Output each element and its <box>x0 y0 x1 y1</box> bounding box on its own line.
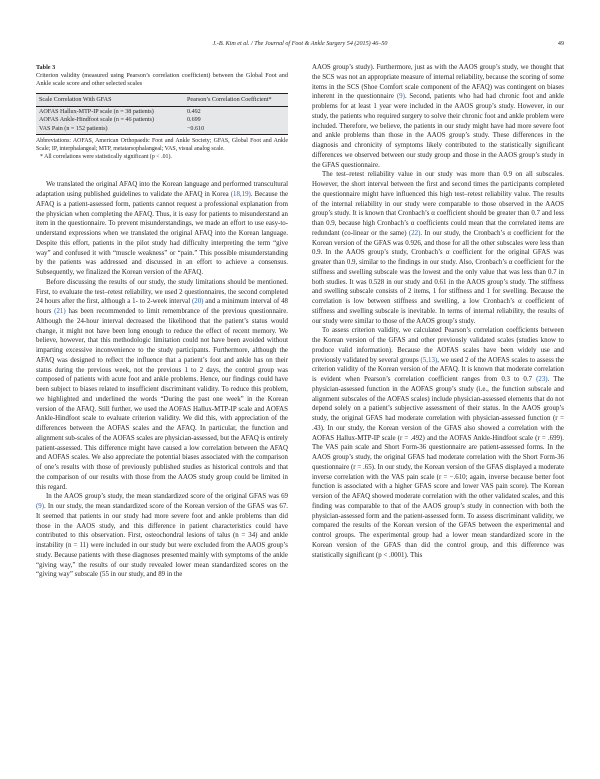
paragraph-text: . Because the AFAQ is a patient-assessed form, patients cannot request a professional explanation from the physician when completing the AFAQ. Thus, it is easy for patients to misunderstand an item in the questionnaire. To prevent misunderstandings, we made an effort to use easy-to-understand expressions when we translated the original AFAQ into the Korean language. Despite this effort, patients in the pilot study had difficulty interpreting the term “give way” and confused it with “muscle weakness” or “pain.” This possible misunderstanding by the patients was addressed and discussed in an effort to achieve a consensus. Subsequently, we finalized the Korean version of the AFAQ. <box>36 191 289 277</box>
citation-link[interactable]: (21) <box>54 308 66 316</box>
citation-link[interactable]: (23) <box>536 376 548 383</box>
citation-link[interactable]: (9) <box>36 503 45 511</box>
table-label: Table 3 <box>36 64 56 71</box>
paragraph-text: To assess criterion validity, we calculated Pearson’s correlation coefficients between the Korean version of the GFAS and other previously validated scales (studies know to produce valid information). Because the AOFAS scales have been widely use and previously validated by several groups <box>312 327 564 364</box>
body-paragraph <box>36 180 288 278</box>
table-abbreviations: Abbreviations: AOFAS, American Orthopaedic Foot and Ankle Society; GFAS, Global Foot and Ankle Scale; IP, interphalangeal; MTP, metatarsophalangeal; VAS, visual analog scale. <box>36 138 288 152</box>
table-cell-scale: AOFAS Ankle-Hindfoot scale (n = 46 patients) <box>39 117 155 124</box>
paragraph-text: . The physician-assessed function in the AOFAS group’s study (i.e., the function subscale and alignment subscales of the AOFAS scales) include physician-assessed elements that do not depend solely on a patient’s subjective assessment of their status. In the AAOS group’s study, the original GFAS had moderate correlation with physician-assessed function (r = .43). In our study, the Korean version of the GFAS also showed a correlation with the AOFAS Hallux-MTP-IP scale (r = .492) and the AOFAS Ankle-Hindfoot scale (r = .699). The VAS pain scale and Short Form-36 questionnaire are patient-assessed forms. In the AAOS group’s study, the original GFAS had moderate correlation with the Short Form-36 questionnaire (r = .65). In our study, the Korean version of the GFAS displayed a moderate inverse correlation with the VAS pain scale (r = −.610; again, inverse because better foot function is associated with a higher GFAS score and lower VAS pain score). The Korean version of the AFAQ showed moderate correlation with the other validated scales, and this finding was comparable to that of the AAOS group’s study in connection with both the physician-assessed form and the patient-assessed form. To assess discriminant validity, we compared the results of the Korean version of the GFAS between the experimental and control groups. The experimental group had a lower mean standardized score in the Korean version of the GFAS than did the control group, and this difference was statistically significant (p < .0001). This <box>312 376 564 559</box>
table-cell-coefficient: −0.610 <box>184 125 288 135</box>
table-cell-scale: AOFAS Hallux-MTP-IP scale (n = 38 patients) <box>39 108 154 115</box>
left-body-text <box>36 180 288 580</box>
table-header-row <box>36 94 288 106</box>
paragraph-text: We translated the original AFAQ into the Korean language and performed transcultural adaptation using published guidelines to validate the AFAQ in Korea <box>36 181 288 199</box>
table-cell-coefficient: 0.699 <box>187 117 201 124</box>
table-row <box>36 106 288 116</box>
page-number: 49 <box>557 41 564 47</box>
citation-link[interactable]: (22) <box>408 229 421 237</box>
citation-link[interactable]: (18,19) <box>230 191 251 199</box>
table-note: * All correlations were statistically significant (p < .01). <box>40 153 172 160</box>
table-caption: Criterion validity (measured using Pearson’s correlation coefficient) between the Global Foot and Ankle scale score and other selected scales <box>36 72 288 88</box>
paragraph-text: AAOS group’s study). Furthermore, just as with the AAOS group’s study, we thought that the SCS was not an appropriate measure of internal reliability, because the scoring of some items in the SCS (Shoe Comfort scale component of the AFAQ) was contingent on biases inherent in the questionnaire <box>312 64 564 101</box>
paragraph-text: , we used 2 of the AOFAS scales to assess the criterion validity of the Korean version of the AFAQ. It is known that moderate correlation is evident when Pearson’s correlation coefficient ranges from 0.3 to 0.7 <box>312 356 564 383</box>
body-paragraph <box>36 278 288 493</box>
citation-link[interactable]: (9) <box>396 93 405 101</box>
paragraph-text: . In our study, the Cronbach’s α coefficient for the Korean version of the GFAS was 0.926, and those for all the other subscales were less than 0.9. In the AAOS group’s study, Cronbach’s α coefficient for the original GFAS was greater than 0.9, similar to the findings in our study. Also, Cronbach’s α coefficient for the stiffness and swelling subscale was the lowest and the only value that was less than 0.7 in both studies. It was 0.528 in our study and 0.61 in the AAOS group’s study. The stiffness and swelling subscale consists of 2 items, 1 for stiffness and 1 for swelling. Because the correlation is low between stiffness and swelling, a low Cronbach’s α coefficient of stiffness and swelling subscale is inevitable. In terms of internal reliability, the results of our study were similar to those of the AAOS group’s study. <box>312 229 564 325</box>
citation-link[interactable]: (5,13) <box>420 356 438 364</box>
table-cell-coefficient: 0.492 <box>187 108 201 115</box>
paragraph-text: and a minimum interval of 48 hours <box>36 298 289 316</box>
left-column <box>36 63 288 580</box>
paragraph-text: The test–retest reliability value in our study was more than 0.9 on all subscales. However, the short interval between the first and second times the participants completed the questionnaire might have influenced this high test–retest reliability value. The results of the internal reliability in our study were comparable to those observed in the AAOS group’s study. It is known that Cronbach’s α coefficient should be greater than 0.7 and less than 0.9, because high Cronbach’s α coefficients could mean that the correlated items are redundant (co-linear or the same) <box>312 171 564 237</box>
citation-link[interactable]: (20) <box>191 298 204 306</box>
body-paragraph <box>312 63 564 170</box>
paragraph-text: . In our study, the mean standardized score of the Korean version of the GFAS was 67. It seemed that patients in our study had more severe foot and ankle problems than did those in the AAOS study, and this difference in patient characteristics could have contributed to this observation. First, osteochondral lesions of talus (n = 34) and ankle instability (n = 11) were included in our study but were excluded from the AAOS group’s study. Because patients with these diagnoses presented mainly with symptoms of the ankle “giving way,” the results of our study revealed lower mean standardized scores on the “giving way” subscale (55 in our study, and 89 in the <box>36 503 288 579</box>
table-row <box>36 116 288 124</box>
table-header-scale: Scale Correlation With GFAS <box>36 94 184 106</box>
body-paragraph <box>312 170 564 326</box>
body-paragraph <box>36 492 288 580</box>
table-3 <box>36 64 288 161</box>
table-row <box>36 125 288 135</box>
running-head-text: J.-B. Kim et al. / The Journal of Foot & Ankle Surgery 54 (2015) 46–50 <box>212 41 388 47</box>
paragraph-text: In the AAOS group’s study, the mean standardized score of the original GFAS was 69 <box>46 493 288 501</box>
table-cell-scale: VAS Pain (n = 152 patients) <box>36 125 184 135</box>
right-column <box>312 63 564 560</box>
running-head <box>36 41 564 53</box>
paragraph-text: . Second, patients who had had chronic foot and ankle problems for at least 1 year were included in the AAOS group’s study. However, in our study, the patients who required surgery to solve their chronic foot and ankle problem were included. Therefore, we believe, the patients in our study might have had more severe foot and ankle problems than those in the AAOS group’s study. These differences in the diagnosis and chronicity of symptoms likely contributed to the statistically significant differences we observed between our study group and those in the AAOS group’s study in the GFAS questionnaire. <box>312 93 564 169</box>
right-body-text <box>312 63 564 560</box>
table-spacer <box>36 161 288 180</box>
table-header-coefficient: Pearson’s Correlation Coefficient* <box>184 94 288 106</box>
correlation-table <box>36 93 288 135</box>
paragraph-text: has been recommended to limit remembrance of the previous questionnaire. Although the 24-hour interval decreased the likelihood that the patient’s status would change, it might not have been long enough to reduce the effect of recent memory. We believe, however, that this methodologic limitation could not have been avoided without imparting excessive inconvenience to the study participants. Furthermore, although the AFAQ was designed to reflect the influence that a patient’s foot and ankle has on their status during the previous week, not the previous 1 to 2 days, the control group was composed of patients with acute foot and ankle problems. Hence, our findings could have been subject to biases related to insufficient discriminant validity. To reduce this problem, we highlighted and underlined the words “During the past one week” in the Korean version of the AFAQ. Still further, we used the AOFAS Hallux-MTP-IP scale and AOFAS Ankle-Hindfoot scale to evaluate criterion validity. We did this, with appreciation of the differences between the AOFAS scales and the AFAQ. In particular, the function and alignment sub-scales of the AOFAS scales are physician-assessed, but the AFAQ is entirely patient-assessed. This difference might have caused a low correlation between the AFAQ and AOFAS scales. We also appreciate the potential biases associated with the comparison of one’s results with those of previously published studies as historical controls and that the comparison of our results with those from the AAOS study group could be limited in this regard. <box>36 308 288 491</box>
paragraph-text: Before discussing the results of our study, the study limitations should be mentioned. First, to evaluate the test–retest reliability, we used 2 questionnaires, the second completed 24 hours after the first, although a 1- to 2-week interval <box>36 278 288 306</box>
body-paragraph <box>312 326 564 560</box>
